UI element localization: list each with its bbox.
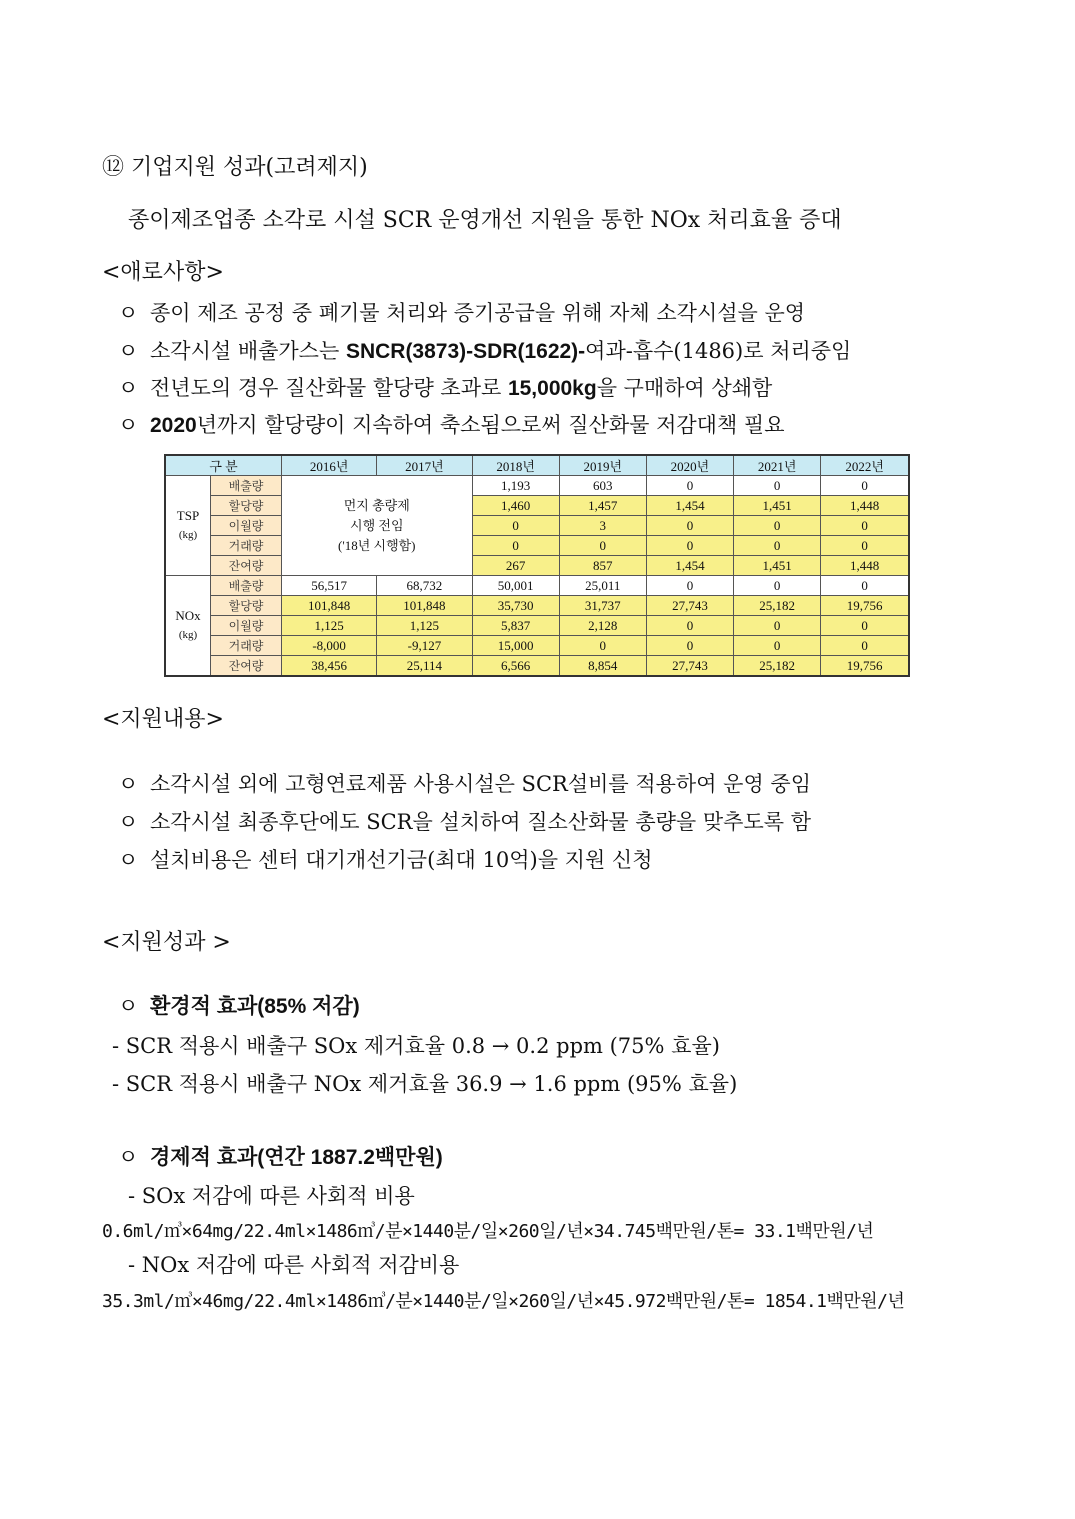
emissions-table [164,454,910,677]
difficulty-item: ㅇ 전년도의 경우 질산화물 할당량 초과로 15,000kg을 구매하여 상쇄함 [118,372,772,402]
support-item: ㅇ 소각시설 최종후단에도 SCR을 설치하여 질소산화물 총량을 맞추도록 함 [118,806,811,836]
tsp-note: 먼지 총량제 시행 전임 ('18년 시행함) [282,476,473,576]
nox-cost-label: - NOx 저감에 따른 사회적 저감비용 [128,1253,460,1277]
sox-cost-formula: 0.6ml/㎥×64mg/22.4ml×1486㎥/분×1440분/일×260일/년×34.745백만원/톤= 33.1백만원/년 [102,1221,874,1242]
table-row: NOx (kg) 배출량 56,517 68,732 50,001 25,011 0 0 0 [165,576,909,596]
bullet-circle-icon: ㅇ [118,810,139,834]
nox-cost-formula: 35.3ml/㎥×46mg/22.4ml×1486㎥/분×1440분/일×260일/년×45.972백만원/톤= 1854.1백만원/년 [102,1291,905,1312]
table-row: 할당량 1,460 1,457 1,454 1,451 1,448 [165,496,909,516]
econ-effect-heading: ㅇ 경제적 효과(연간 1887.2백만원) [118,1141,443,1171]
support-item: ㅇ 소각시설 외에 고형연료제품 사용시설은 SCR설비를 적용하여 운영 중임 [118,768,811,798]
table-row: 이월량 0 3 0 0 0 [165,516,909,536]
env-effect-item: - SCR 적용시 배출구 SOx 제거효율 0.8 → 0.2 ppm (75% 효율) [112,1034,720,1058]
bullet-circle-icon: ㅇ [118,301,139,325]
support-item: ㅇ 설치비용은 센터 대기개선기금(최대 10억)을 지원 신청 [118,844,653,874]
bullet-circle-icon: ㅇ [118,994,139,1018]
bullet-circle-icon: ㅇ [118,1145,139,1169]
table-row: 잔여량 38,456 25,114 6,566 8,854 27,743 25,182 19,756 [165,656,909,677]
bullet-circle-icon: ㅇ [118,772,139,796]
bullet-circle-icon: ㅇ [118,848,139,872]
section-support: <지원내용> [102,707,224,732]
table-row: 할당량 101,848 101,848 35,730 31,737 27,743 25,182 19,756 [165,596,909,616]
table-row: 거래량 0 0 0 0 0 [165,536,909,556]
section-difficulties: <애로사항> [102,260,224,285]
tsp-group-label: TSP (kg) [165,476,211,576]
bullet-circle-icon: ㅇ [118,413,139,437]
difficulty-item: ㅇ 소각시설 배출가스는 SNCR(3873)-SDR(1622)-여과-흡수(1486)로 처리중임 [118,335,851,365]
table-row: TSP (kg) 배출량 먼지 총량제 시행 전임 ('18년 시행함) 1,193 603 0 0 0 [165,476,909,496]
bullet-circle-icon: ㅇ [118,376,139,400]
difficulty-item: ㅇ 2020년까지 할당량이 지속하여 축소됨으로써 질산화물 저감대책 필요 [118,409,785,439]
document-subtitle: 종이제조업종 소각로 시설 SCR 운영개선 지원을 통한 NOx 처리효율 증대 [128,208,842,233]
table-row: 거래량 -8,000 -9,127 15,000 0 0 0 0 [165,636,909,656]
table-header-row: 구 분 2016년 2017년 2018년 2019년 2020년 2021년 2022년 [165,455,909,476]
sox-cost-label: - SOx 저감에 따른 사회적 비용 [128,1184,415,1208]
document-title: ⑫ 기업지원 성과(고려제지) [102,155,368,180]
bullet-circle-icon: ㅇ [118,339,139,363]
env-effect-item: - SCR 적용시 배출구 NOx 제거효율 36.9 → 1.6 ppm (95% 효율) [112,1072,738,1096]
table-row: 잔여량 267 857 1,454 1,451 1,448 [165,556,909,576]
difficulty-item: ㅇ 종이 제조 공정 중 폐기물 처리와 증기공급을 위해 자체 소각시설을 운영 [118,297,805,327]
nox-group-label: NOx (kg) [165,576,211,677]
table-row: 이월량 1,125 1,125 5,837 2,128 0 0 0 [165,616,909,636]
section-results: <지원성과 > [102,930,231,955]
env-effect-heading: ㅇ 환경적 효과(85% 저감) [118,990,360,1020]
